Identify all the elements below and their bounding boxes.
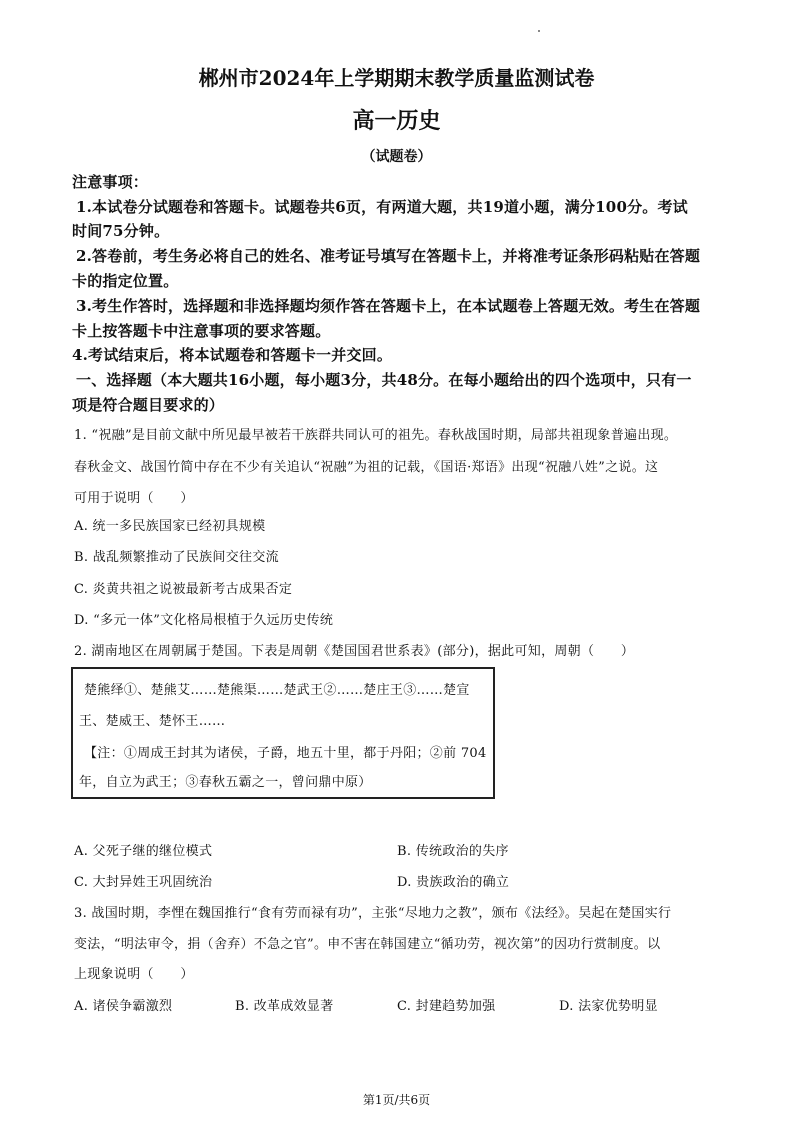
q3-option-d: D. 法家优势明显 [559,999,658,1014]
q3-option-c: C. 封建趋势加强 [397,999,496,1014]
note-4: 4.考试结束后，将本试题卷和答题卡一并交回。 [72,346,393,364]
note-3-line-b: 卡上按答题卡中注意事项的要求答题。 [72,322,331,340]
scan-speck [538,30,540,32]
q2-option-c: C. 大封异姓王巩固统治 [74,875,213,890]
q1-option-b: B. 战乱频繁推动了民族间交往交流 [74,550,279,565]
q1-option-d: D. “多元一体”文化格局根植于久远历史传统 [74,613,334,628]
q1-stem-line-a: 1. “祝融”是目前文献中所见最早被若干族群共同认可的祖先。春秋战国时期，局部共祖现象普遍出现。 [74,428,678,443]
q2-table-line-2: 王、楚威王、楚怀王…… [79,714,226,729]
q1-option-c: C. 炎黄共祖之说被最新考古成果否定 [74,582,293,597]
note-2-line-b: 卡的指定位置。 [72,272,179,290]
q2-table-note-2: 年，自立为武王；③春秋五霸之一，曾问鼎中原） [79,775,372,790]
q2-option-d: D. 贵族政治的确立 [397,875,510,890]
exam-title: 郴州市2024年上学期期末教学质量监测试卷 [198,66,595,90]
q2-table-note-1: 【注：①周成王封其为诸侯，子爵，地五十里，都于丹阳；②前 704 [84,746,487,761]
q2-option-b: B. 传统政治的失序 [397,844,509,859]
page-number: 第1页/共6页 [362,1093,431,1107]
q3-stem-line-a: 3. 战国时期，李悝在魏国推行“食有劳而禄有功”，主张“尽地力之教”，颁布《法经》。吴起在楚国实行 [74,906,672,921]
q3-stem-line-b: 变法，“明法审令，捐（舍弃）不急之官”。申不害在韩国建立“循功劳，视次第”的因功行赏制度。以 [74,937,661,952]
note-2-line-a: 2.答卷前，考生务必将自己的姓名、准考证号填写在答题卡上，并将准考证条形码粘贴在答题 [76,247,701,265]
note-3-line-a: 3.考生作答时，选择题和非选择题均须作答在答题卡上，在本试题卷上答题无效。考生在答题 [76,297,701,315]
q2-stem: 2. 湖南地区在周朝属于楚国。下表是周朝《楚国国君世系表》(部分)，据此可知，周朝（ ） [74,644,635,659]
q2-table-line-1: 楚熊绎①、楚熊艾……楚熊渠……楚武王②……楚庄王③……楚宣 [84,683,470,698]
section-1-heading-a: 一、选择题（本大题共16小题，每小题3分，共48分。在每小题给出的四个选项中，只有一 [76,371,692,389]
subject-title: 高一历史 [352,108,441,134]
paper-type: （试题卷） [361,149,432,165]
q3-option-a: A. 诸侯争霸激烈 [74,999,173,1014]
note-1-line-b: 时间75分钟。 [72,222,170,240]
notes-heading: 注意事项： [72,173,149,191]
q3-option-b: B. 改革成效显著 [235,999,334,1014]
q1-stem-line-b: 春秋金文、战国竹简中存在不少有关追认“祝融”为祖的记载，《国语·郑语》出现“祝融八姓”之说。这 [74,460,659,475]
q1-option-a: A. 统一多民族国家已经初具规模 [74,519,266,534]
section-1-heading-b: 项是符合题目要求的） [72,396,225,414]
q1-stem-line-c: 可用于说明（ ） [74,491,194,506]
q3-stem-line-c: 上现象说明（ ） [74,967,194,982]
q2-option-a: A. 父死子继的继位模式 [74,844,213,859]
note-1-line-a: 1.本试卷分试题卷和答题卡。试题卷共6页，有两道大题，共19道小题，满分100分。考试 [76,198,688,216]
